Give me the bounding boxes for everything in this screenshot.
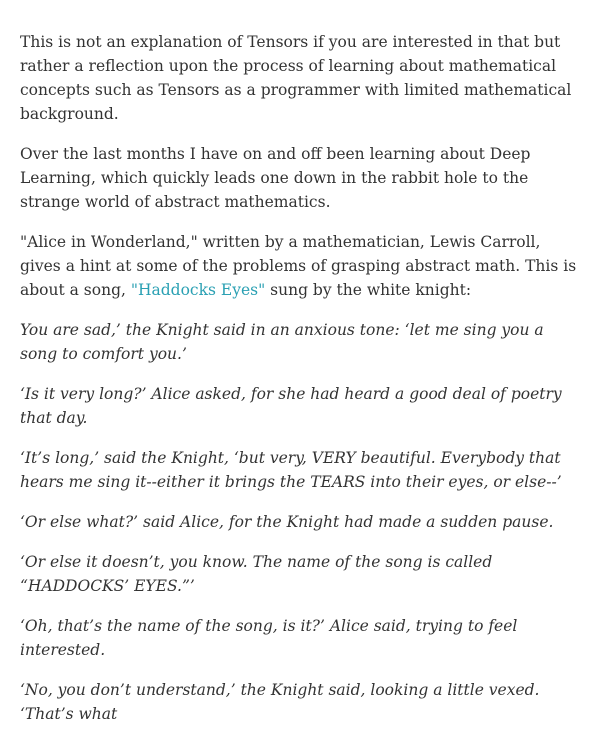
quote-paragraph: ‘Or else what?’ said Alice, for the Knight had made a sudden pause. bbox=[20, 513, 554, 531]
quote-paragraph: ‘Or else it doesn’t, you know. The name of the song is called “HADDOCKS’ EYES.”’ bbox=[20, 553, 493, 595]
third-paragraph-tail: sung by the white knight: bbox=[265, 281, 472, 299]
quote-paragraph: ‘Is it very long?’ Alice asked, for she had heard a good deal of poetry that day. bbox=[20, 385, 562, 427]
haddocks-eyes-link[interactable]: "Haddocks Eyes" bbox=[130, 281, 266, 299]
quote-paragraph: ‘It’s long,’ said the Knight, ‘but very, VERY beautiful. Everybody that hears me sing it--either it brings the TEARS into their eyes, or else--’ bbox=[20, 449, 562, 491]
intro-paragraph: This is not an explanation of Tensors if you are interested in that but rather a reflection upon the process of learning about mathematical concepts such as Tensors as a programmer with limited mathematical background. bbox=[20, 33, 572, 123]
quote-paragraph: ‘Oh, that’s the name of the song, is it?’ Alice said, trying to feel interested. bbox=[20, 617, 518, 659]
second-paragraph: Over the last months I have on and off been learning about Deep Learning, which quickly leads one down in the rabbit hole to the strange world of abstract mathematics. bbox=[20, 145, 531, 211]
third-paragraph bbox=[20, 230, 585, 302]
third-paragraph-text: "Alice in Wonderland," written by a mathematician, Lewis Carroll, gives a hint at some of the problems of grasping abstract math. This is about a song, bbox=[20, 233, 577, 299]
article-body bbox=[20, 30, 585, 742]
quote-paragraph: You are sad,’ the Knight said in an anxious tone: ‘let me sing you a song to comfort you.’ bbox=[20, 321, 544, 363]
quote-paragraph: ‘No, you don’t understand,’ the Knight said, looking a little vexed. ‘That’s what bbox=[20, 681, 540, 723]
